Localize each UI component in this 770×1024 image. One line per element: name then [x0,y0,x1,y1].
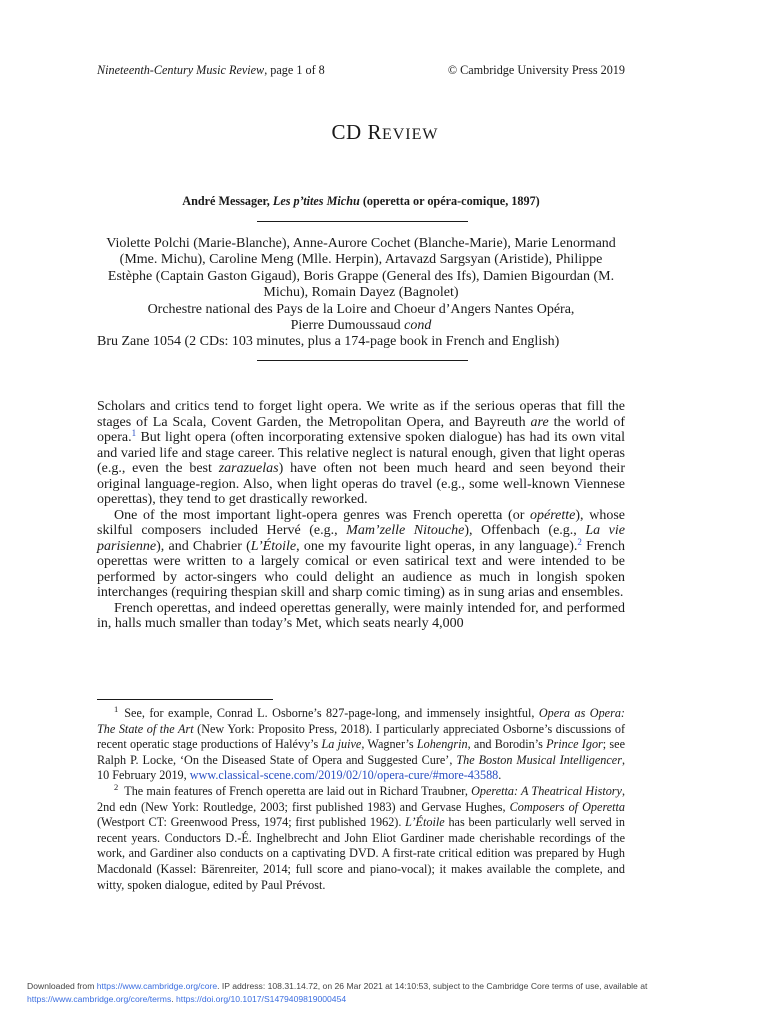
footnote-ref-1[interactable]: 1 [131,428,137,438]
cast-list: Violette Polchi (Marie-Blanche), Anne-Aurore Cochet (Blanche-Marie), Marie Lenormand (Mme. Michu), Caroline Meng (Mlle. Herpin), Artavazd Sargsyan (Aristide), Philippe Estèphe (Captain Gaston Gigaud), Boris Grappe (General des Ifs), Damien Bigourdan (M. Michu), Romain Dayez (Bagnolet) [106,236,616,301]
download-notice: Downloaded from https://www.cambridge.org/core. IP address: 108.31.14.72, on 26 Mar 2021 at 14:10:53, subject to the Cambridge Core terms of use, available at https://www.cambridge.org/core/terms. https://doi.org/10.1017/S1479409819000454 [27,981,648,1004]
title-rule [257,221,468,222]
orchestra-line: Orchestre national des Pays de la Loire and Choeur d’Angers Nantes Opéra, [147,301,575,317]
footnote-1: $^1$ See, for example, Conrad L. Osborne’s 827-page-long, and immensely insightful, Opera as Opera: The State of the Art (New York: Proposito Press, 2018). I particularly appreciated Osborne’s discussions of recent operatic stage productions of Halévy’s La juive, Wagner’s Lohengrin, and Borodin’s Prince Igor; see Ralph P. Locke, ‘On the Diseased State of Opera and Suggested Cure’, The Boston Musical Intelligencer, 10 February 2019, www.classical-scene.com/2019/02/10/opera-cure/#more-43588. [97,704,625,783]
terms-link[interactable]: https://www.cambridge.org/core/terms [27,993,172,1004]
page-title: CD REVIEW [331,120,439,144]
review-subtitle: André Messager, Les p’tites Michu (operetta or opéra-comique, 1897) [182,194,540,208]
article-body [97,399,625,632]
footnote-1-link[interactable]: www.classical-scene.com/2019/02/10/opera-cure/#more-43588 [189,768,499,783]
footnote-ref-2[interactable]: 2 [577,536,582,547]
running-header-copyright: © Cambridge University Press 2019 [447,63,625,77]
recording-credits: Violette Polchi (Marie-Blanche), Anne-Aurore Cochet (Blanche-Marie), Marie Lenormand (Mme. Michu), Caroline Meng (Mlle. Herpin), Artavazd Sargsyan (Aristide), Philippe Estèphe (Captain Gaston Gigaud), Boris Grappe (General des Ifs), Damien Bigourdan (M. Michu), Romain Dayez (Bagnolet) Orchestre national des Pays de la Loire and Choeur d’Angers Nantes Opéra, Pierre Dumoussaud cond Bru Zane 1054 (2 CDs: 103 minutes, plus a 174-page book in French and English) [97,236,625,351]
paragraph-1: Scholars and critics tend to forget light opera. We write as if the serious operas that fill the stages of La Scala, Covent Garden, the Metropolitan Opera, and Bayreuth are the world of opera.$^1$ But light opera (often incorporating extensive spoken dialogue) has had its own vital and varied life and stage career. This relative neglect is natural enough, given that light operas (e.g., even the best zarazuelas) have often not been much heard and seen beyond their original language-region. Also, when light operas do travel (e.g., some well-known Viennese operettas), they tend to get drastically reworked. [97,399,625,507]
footnote-2: $^2$ The main features of French operetta are laid out in Richard Traubner, Operetta: A Theatrical History, 2nd edn (New York: Routledge, 2003; first published 1983) and Gervase Hughes, Composers of Operetta (Westport CT: Greenwood Press, 1974; first published 1962). L’Étoile has been particularly well served in recent years. Conductors D.-É. Inghelbrecht and John Eliot Gardiner made cherishable recordings of the work, and Gardiner also conducts on a captivating DVD. A first-rate critical edition was prepared by Hugh Macdonald (Kassel: Bärenreiter, 2014; full score and piano-vocal); it makes available the complete, and witty, spoken dialogue, edited by Paul Prévost. [97,781,626,892]
conductor-line: Pierre Dumoussaud [290,318,405,334]
running-header-journal: Nineteenth-Century Music Review, page 1 of 8 [97,63,325,77]
running-header-page: , page 1 of 8 [264,63,325,77]
paragraph-2: One of the most important light-opera genres was French operetta (or opérette), whose skilful composers included Hervé (e.g., Mam’zelle Nitouche), Offenbach (e.g., La vie parisienne), and Chabrier (L’Étoile, one my favourite light operas, in any language).$^2$ French operettas were written to a largely comical or even satirical text and were intended to be performed by actor-singers who could delight an audience as much in longish spoken interchanges (requiring thespian skill and sharp comic timing) as in sung arias and ensembles. [97,507,625,600]
footnotes [97,706,625,893]
cambridge-core-link[interactable]: https://www.cambridge.org/core [96,981,218,991]
catalog-line: Bru Zane 1054 (2 CDs: 103 minutes, plus a 174-page book in French and English) [97,334,560,350]
doi-link[interactable]: https://doi.org/10.1017/S1479409819000454 [176,993,347,1004]
credits-rule [257,360,468,361]
paragraph-3: French operettas, and indeed operettas generally, were mainly intended for, and performed in, halls much smaller than today’s Met, which seats nearly 4,000 [97,600,625,631]
footnote-rule [97,699,273,700]
